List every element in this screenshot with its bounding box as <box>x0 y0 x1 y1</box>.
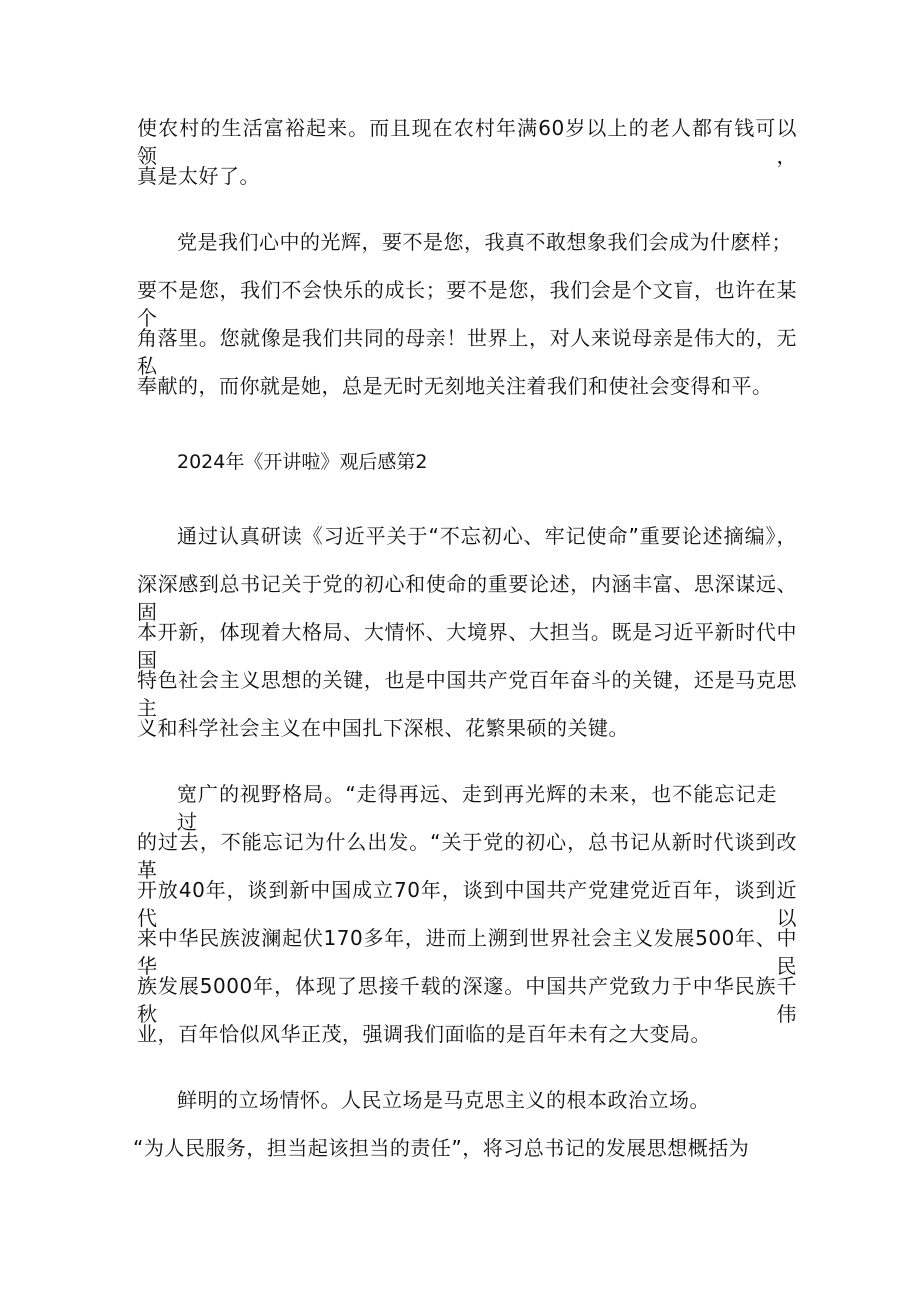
section-heading: 2024年《开讲啦》观后感第2 <box>177 451 428 473</box>
paragraph-line: “为人民服务，担当起该担当的责任”，将习总书记的发展思想概括为 <box>133 1136 750 1160</box>
paragraph-line: 使农村的生活富裕起来。而且现在农村年满60岁以上的老人都有钱可以领， <box>137 116 797 168</box>
paragraph-line: 开放40年，谈到新中国成立70年，谈到中国共产党建党近百年，谈到近代以 <box>137 878 797 930</box>
paragraph-line: 特色社会主义思想的关键，也是中国共产党百年奋斗的关键，还是马克思主 <box>137 668 797 720</box>
paragraph-line: 业，百年恰似风华正茂，强调我们面临的是百年未有之大变局。 <box>137 1022 711 1046</box>
paragraph-line: 族发展5000年，体现了思接千载的深邃。中国共产党致力于中华民族千秋伟 <box>137 974 797 1026</box>
paragraph-line: 义和科学社会主义在中国扎下深根、花繁果硕的关键。 <box>137 716 629 740</box>
paragraph-line: 鲜明的立场情怀。人民立场是马克思主义的根本政治立场。 <box>177 1088 710 1112</box>
paragraph-line: 通过认真研读《习近平关于“不忘初心、牢记使命”重要论述摘编》， <box>177 524 797 548</box>
paragraph-line: 要不是您，我们不会快乐的成长；要不是您，我们会是个文盲，也许在某个 <box>137 278 797 330</box>
paragraph-line: 角落里。您就像是我们共同的母亲！世界上，对人来说母亲是伟大的，无私 <box>137 326 797 378</box>
paragraph-line: 来中华民族波澜起伏170多年，进而上溯到世界社会主义发展500年、中华民 <box>137 926 797 978</box>
paragraph-line: 的过去，不能忘记为什么出发。“关于党的初心，总书记从新时代谈到改革 <box>137 830 797 882</box>
paragraph-line: 深深感到总书记关于党的初心和使命的重要论述，内涵丰富、思深谋远、固 <box>137 572 797 624</box>
paragraph-line: 党是我们心中的光辉，要不是您，我真不敢想象我们会成为什麽样； <box>177 230 792 254</box>
paragraph-line: 宽广的视野格局。“走得再远、走到再光辉的未来，也不能忘记走过 <box>177 782 777 834</box>
paragraph-line: 本开新，体现着大格局、大情怀、大境界、大担当。既是习近平新时代中国 <box>137 620 797 672</box>
paragraph-line: 奉献的，而你就是她，总是无时无刻地关注着我们和使社会变得和平。 <box>137 374 773 398</box>
paragraph-line: 真是太好了。 <box>137 164 260 188</box>
